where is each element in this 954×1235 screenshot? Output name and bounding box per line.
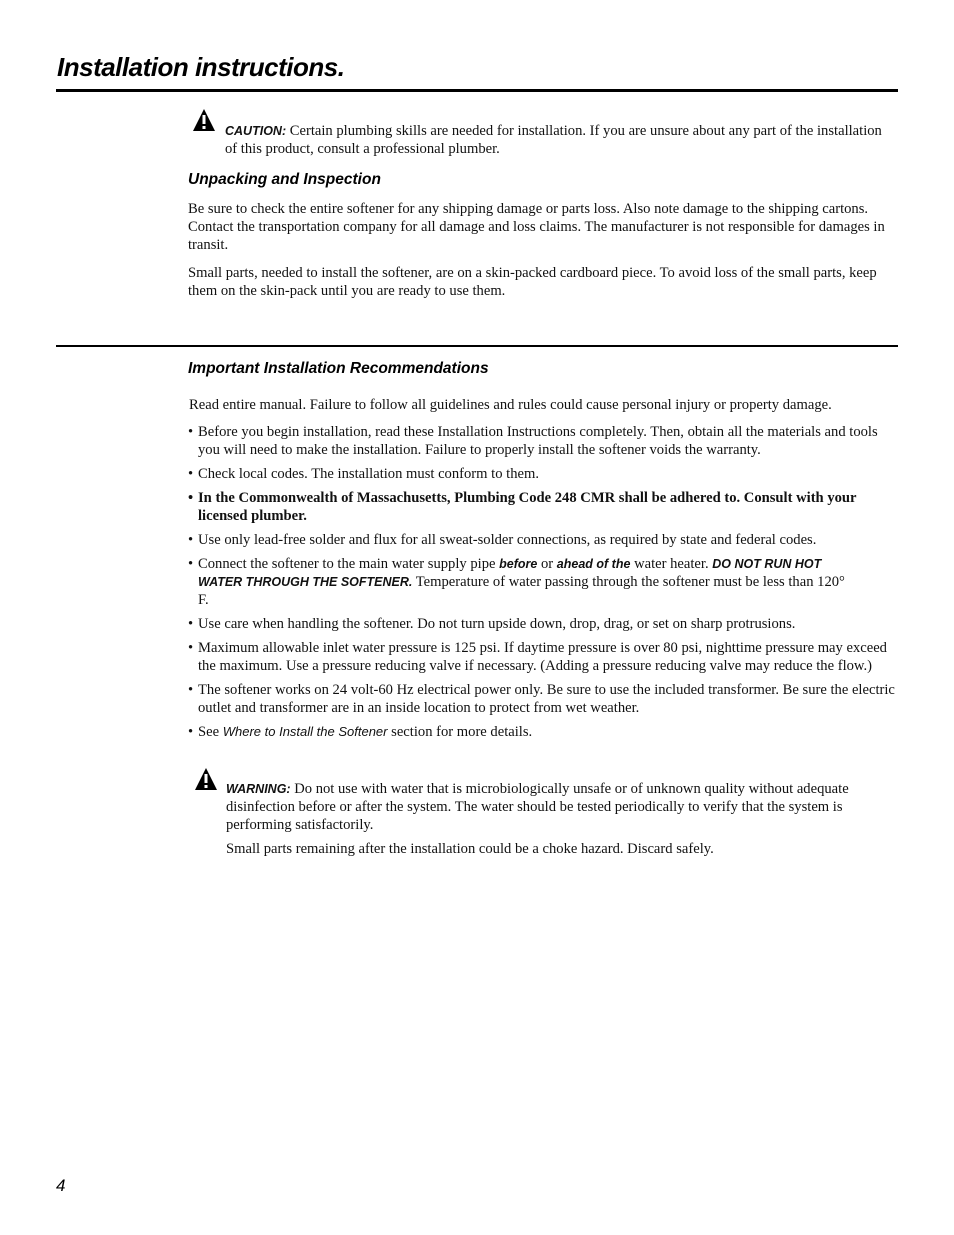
list-item: • Connect the softener to the main water supply pipe before or ahead of the water heater. DO NOT RUN HOT WATER THROUGH THE SOFTENER. Temperature of water passing through the softener must be less than 120° F.: [188, 556, 845, 608]
warning-label: WARNING:: [226, 782, 291, 796]
warning-triangle-icon: [192, 108, 216, 132]
recommendations-intro: Read entire manual. Failure to follow all guidelines and rules could cause personal injury or property damage.: [189, 397, 832, 413]
warning-text: Do not use with water that is microbiologically unsafe or of unknown quality without adequate disinfection before or after the system. The water should be tested periodically to verify that the system is performing satisfactorily.: [226, 781, 849, 833]
unpacking-heading: Unpacking and Inspection: [188, 171, 381, 188]
emphasis-do-not-run: DO NOT RUN HOT WATER THROUGH THE SOFTENER.: [198, 557, 822, 589]
list-item: • Maximum allowable inlet water pressure is 125 psi. If daytime pressure is over 80 psi, nighttime pressure may exceed the maximum. Use a pressure reducing valve if necessary. (Adding a pressure reducing valve may reduce the flow.): [188, 640, 887, 674]
page-number: 4: [56, 1176, 66, 1195]
list-item: • The softener works on 24 volt-60 Hz electrical power only. Be sure to use the included transformer. Be sure the electric outlet and transformer are in an inside location to protect from wet weather.: [188, 682, 895, 716]
recommendations-heading: Important Installation Recommendations: [188, 360, 489, 377]
caution-label: CAUTION:: [225, 124, 287, 138]
section-reference: Where to Install the Softener: [222, 724, 388, 739]
warning-triangle-icon: [194, 767, 218, 791]
title-rule: [56, 89, 898, 92]
list-item: • Use only lead-free solder and flux for all sweat-solder connections, as required by state and federal codes.: [188, 532, 817, 548]
list-item: • Use care when handling the softener. Do not turn upside down, drop, drag, or set on sharp protrusions.: [188, 616, 796, 632]
unpacking-paragraph-1: Be sure to check the entire softener for any shipping damage or parts loss. Also note damage to the shipping cartons. Contact the transportation company for all damage and loss claims. The manufacturer is not responsible for damages in transit.: [188, 201, 885, 253]
list-item: • Check local codes. The installation must conform to them.: [188, 466, 539, 482]
section-rule: [56, 345, 898, 347]
unpacking-paragraph-2: Small parts, needed to install the softener, are on a skin-packed cardboard piece. To avoid loss of the small parts, keep them on the skin-pack until you are ready to use them.: [188, 265, 877, 299]
warning-note: Small parts remaining after the installation could be a choke hazard. Discard safely.: [226, 841, 714, 857]
emphasis-ahead: ahead of the: [556, 557, 631, 571]
warning-message: [226, 780, 898, 834]
caution-message: [225, 122, 897, 158]
list-item: • See Where to Install the Softener section for more details.: [188, 724, 533, 740]
list-item: • In the Commonwealth of Massachusetts, Plumbing Code 248 CMR shall be adhered to. Consult with your licensed plumber.: [188, 490, 857, 524]
page-title: Installation instructions.: [57, 52, 345, 82]
list-item: • Before you begin installation, read these Installation Instructions completely. Then, obtain all the materials and tools you will need to make the installation. Failure to properly install the softener voids the warranty.: [188, 424, 878, 458]
emphasis-before: before: [499, 557, 538, 571]
caution-text: Certain plumbing skills are needed for installation. If you are unsure about any part of the installation of this product, consult a professional plumber.: [225, 123, 882, 157]
recommendations-list: [188, 423, 896, 747]
